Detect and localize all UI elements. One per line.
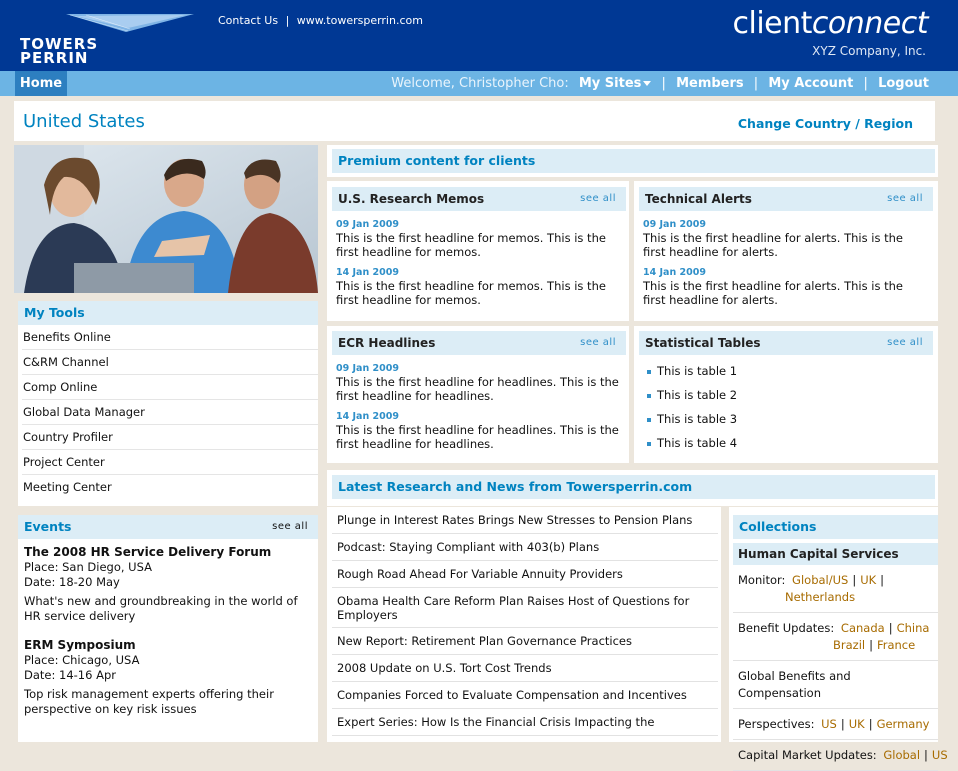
table-link[interactable]: This is table 4 (657, 436, 738, 450)
tool-link[interactable]: Comp Online (22, 375, 318, 400)
link-separator: | (888, 621, 893, 635)
nav-right (391, 71, 929, 96)
link-separator: | (840, 717, 845, 731)
ecr-title: ECR Headlines (338, 336, 436, 350)
memo-item (332, 211, 626, 259)
company-name: XYZ Company, Inc. (812, 44, 926, 58)
events-header (18, 515, 318, 539)
clientconnect-brand (733, 6, 929, 41)
capital-link[interactable]: US (931, 748, 948, 762)
alert-headline-link[interactable]: This is the first headline for alerts. This is the first headline for alerts. (643, 279, 903, 307)
perspectives-link[interactable]: Germany (876, 717, 930, 731)
benefit-link[interactable]: Canada (840, 621, 885, 635)
tools-list (18, 325, 318, 500)
memos-title: U.S. Research Memos (338, 192, 485, 206)
news-link[interactable]: Companies Forced to Evaluate Compensation and Incentives (332, 682, 718, 709)
monitor-row (733, 565, 938, 613)
alerts-header (639, 187, 933, 211)
news-link[interactable]: Rough Road Ahead For Variable Annuity Providers (332, 561, 718, 588)
my-sites-label: My Sites (578, 76, 642, 91)
link-separator: | (924, 748, 928, 762)
country-bar (14, 101, 935, 141)
square-bullet-icon (647, 418, 651, 422)
event-date: Date: 14-16 Apr (24, 668, 116, 682)
alert-date: 14 Jan 2009 (643, 267, 706, 278)
alert-item (639, 211, 933, 259)
ecr-see-all-link[interactable]: see all (580, 337, 616, 348)
towers-perrin-logo[interactable] (18, 10, 198, 66)
towersperrin-site-link[interactable]: www.towersperrin.com (296, 14, 423, 27)
memo-headline-link[interactable]: This is the first headline for memos. This is the first headline for memos. (336, 231, 606, 259)
alert-item (639, 259, 933, 307)
table-link[interactable]: This is table 2 (657, 388, 738, 402)
event-item (18, 539, 318, 624)
research-memos-panel (327, 181, 629, 321)
statistical-tables-panel (634, 326, 938, 463)
monitor-link[interactable]: UK (860, 573, 877, 587)
monitor-link[interactable]: Netherlands (785, 590, 856, 604)
square-bullet-icon (647, 370, 651, 374)
table-link[interactable]: This is table 3 (657, 412, 738, 426)
ecr-headlines-panel (327, 326, 629, 463)
tool-link[interactable]: C&RM Channel (22, 350, 318, 375)
premium-header (332, 149, 935, 173)
change-country-link[interactable]: Change Country / Region (737, 116, 913, 131)
collections-title: Collections (739, 519, 817, 534)
latest-research-panel (327, 470, 938, 506)
logout-link[interactable]: Logout (878, 76, 929, 91)
monitor-label: Monitor: (738, 573, 786, 587)
tool-link[interactable]: Benefits Online (22, 325, 318, 350)
stats-list (639, 355, 933, 455)
event-title-link[interactable]: The 2008 HR Service Delivery Forum (24, 545, 272, 559)
capital-market-row (733, 740, 948, 771)
premium-title: Premium content for clients (338, 153, 536, 168)
home-tab[interactable]: Home (15, 71, 67, 96)
news-link[interactable]: Podcast: Staying Compliant with 403(b) Plans (332, 534, 718, 561)
tool-link[interactable]: Global Data Manager (22, 400, 318, 425)
tool-link[interactable]: Project Center (22, 450, 318, 475)
benefit-link[interactable]: Brazil (833, 638, 866, 652)
ecr-date: 09 Jan 2009 (336, 363, 399, 374)
events-panel (18, 515, 318, 742)
chevron-down-icon (643, 81, 651, 86)
event-place: Place: San Diego, USA (24, 560, 152, 574)
news-list-panel (327, 507, 721, 742)
link-separator: | (852, 573, 857, 587)
square-bullet-icon (647, 394, 651, 398)
collections-subtitle: Human Capital Services (733, 543, 938, 565)
logo-wing-icon (66, 12, 196, 34)
ecr-item (332, 403, 626, 451)
members-link[interactable]: Members (676, 76, 744, 91)
alerts-title: Technical Alerts (645, 192, 752, 206)
my-sites-menu[interactable] (579, 76, 652, 91)
benefit-label: Benefit Updates: (738, 621, 835, 635)
global-benefits-link[interactable]: Global Benefits and Compensation (733, 661, 938, 709)
stats-see-all-link[interactable]: see all (887, 337, 923, 348)
ecr-item (332, 355, 626, 403)
main-nav (0, 71, 958, 96)
logo-line-2: PERRIN (20, 49, 89, 67)
brand-client: client (732, 6, 812, 41)
memos-see-all-link[interactable]: see all (580, 193, 616, 204)
link-separator: | (868, 717, 873, 731)
hero-photo (14, 145, 318, 293)
list-item[interactable] (647, 407, 933, 431)
perspectives-label: Perspectives: (738, 717, 815, 731)
square-bullet-icon (647, 442, 651, 446)
my-account-link[interactable]: My Account (768, 76, 854, 91)
alert-date: 09 Jan 2009 (643, 219, 706, 230)
list-item[interactable] (647, 359, 933, 383)
memo-date: 14 Jan 2009 (336, 267, 399, 278)
my-tools-title: My Tools (24, 305, 85, 320)
site-header (0, 0, 958, 71)
event-item (18, 624, 318, 717)
alert-headline-link[interactable]: This is the first headline for alerts. This is the first headline for alerts. (643, 231, 903, 259)
business-people-image (14, 145, 318, 293)
stats-title: Statistical Tables (645, 336, 761, 350)
ecr-headline-link[interactable]: This is the first headline for headlines. This is the first headline for headlines. (336, 423, 619, 451)
nav-separator: | (863, 76, 868, 91)
my-tools-header (18, 301, 318, 325)
technical-alerts-panel (634, 181, 938, 321)
events-see-all-link[interactable]: see all (272, 521, 308, 532)
event-title-link[interactable]: ERM Symposium (24, 638, 136, 652)
my-tools-panel (18, 301, 318, 506)
perspectives-row (733, 709, 938, 740)
alerts-see-all-link[interactable]: see all (887, 193, 923, 204)
tool-link[interactable]: Country Profiler (22, 425, 318, 450)
monitor-link[interactable]: Global/US (792, 573, 849, 587)
news-list (332, 507, 718, 736)
memo-date: 09 Jan 2009 (336, 219, 399, 230)
country-title: United States (23, 111, 145, 132)
tool-link[interactable]: Meeting Center (23, 480, 112, 494)
news-link[interactable]: 2008 Update on U.S. Tort Cost Trends (332, 655, 718, 682)
news-link[interactable]: Plunge in Interest Rates Brings New Stresses to Pension Plans (332, 507, 718, 534)
event-date: Date: 18-20 May (24, 575, 120, 589)
event-description: Top risk management experts offering their perspective on key risk issues (24, 687, 274, 716)
event-description: What's new and groundbreaking in the world of HR service delivery (24, 594, 298, 623)
memo-item (332, 259, 626, 307)
perspectives-link[interactable]: US (821, 717, 837, 731)
collections-header (733, 515, 938, 539)
benefit-updates-row (733, 613, 938, 661)
brand-connect: connect (811, 6, 928, 41)
link-separator: | (869, 638, 873, 652)
nav-separator: | (753, 76, 759, 91)
list-item[interactable] (647, 383, 933, 407)
welcome-text: Welcome, Christopher Cho: (391, 76, 569, 91)
logo-line-1: TOWERS (20, 35, 99, 53)
event-place: Place: Chicago, USA (24, 653, 140, 667)
ecr-date: 14 Jan 2009 (336, 411, 399, 422)
link-separator: | (880, 573, 885, 587)
logo-text (20, 37, 98, 65)
news-link[interactable]: New Report: Retirement Plan Governance Practices (332, 628, 718, 655)
latest-header (332, 475, 935, 499)
header-links (218, 14, 423, 27)
events-title: Events (24, 519, 72, 534)
latest-title: Latest Research and News from Towersperrin.com (338, 479, 693, 494)
benefit-link[interactable]: France (876, 638, 916, 652)
perspectives-link[interactable]: UK (848, 717, 865, 731)
capital-link[interactable]: Global (883, 748, 921, 762)
nav-separator: | (661, 76, 666, 91)
memo-headline-link[interactable]: This is the first headline for memos. This is the first headline for memos. (336, 279, 606, 307)
memos-header (332, 187, 626, 211)
collections-panel (729, 507, 948, 762)
news-link[interactable]: Expert Series: How Is the Financial Crisis Impacting the (332, 709, 718, 736)
table-link[interactable]: This is table 1 (657, 364, 738, 378)
ecr-header (332, 331, 626, 355)
capital-label: Capital Market Updates: (738, 748, 877, 762)
list-item[interactable] (647, 431, 933, 455)
contact-us-link[interactable]: Contact Us (218, 14, 279, 27)
stats-header (639, 331, 933, 355)
benefit-link[interactable]: China (896, 621, 930, 635)
news-link[interactable]: Obama Health Care Reform Plan Raises Host of Questions for Employers (332, 588, 718, 628)
header-link-separator: | (285, 14, 290, 27)
ecr-headline-link[interactable]: This is the first headline for headlines. This is the first headline for headlines. (336, 375, 619, 403)
premium-panel (327, 145, 938, 177)
